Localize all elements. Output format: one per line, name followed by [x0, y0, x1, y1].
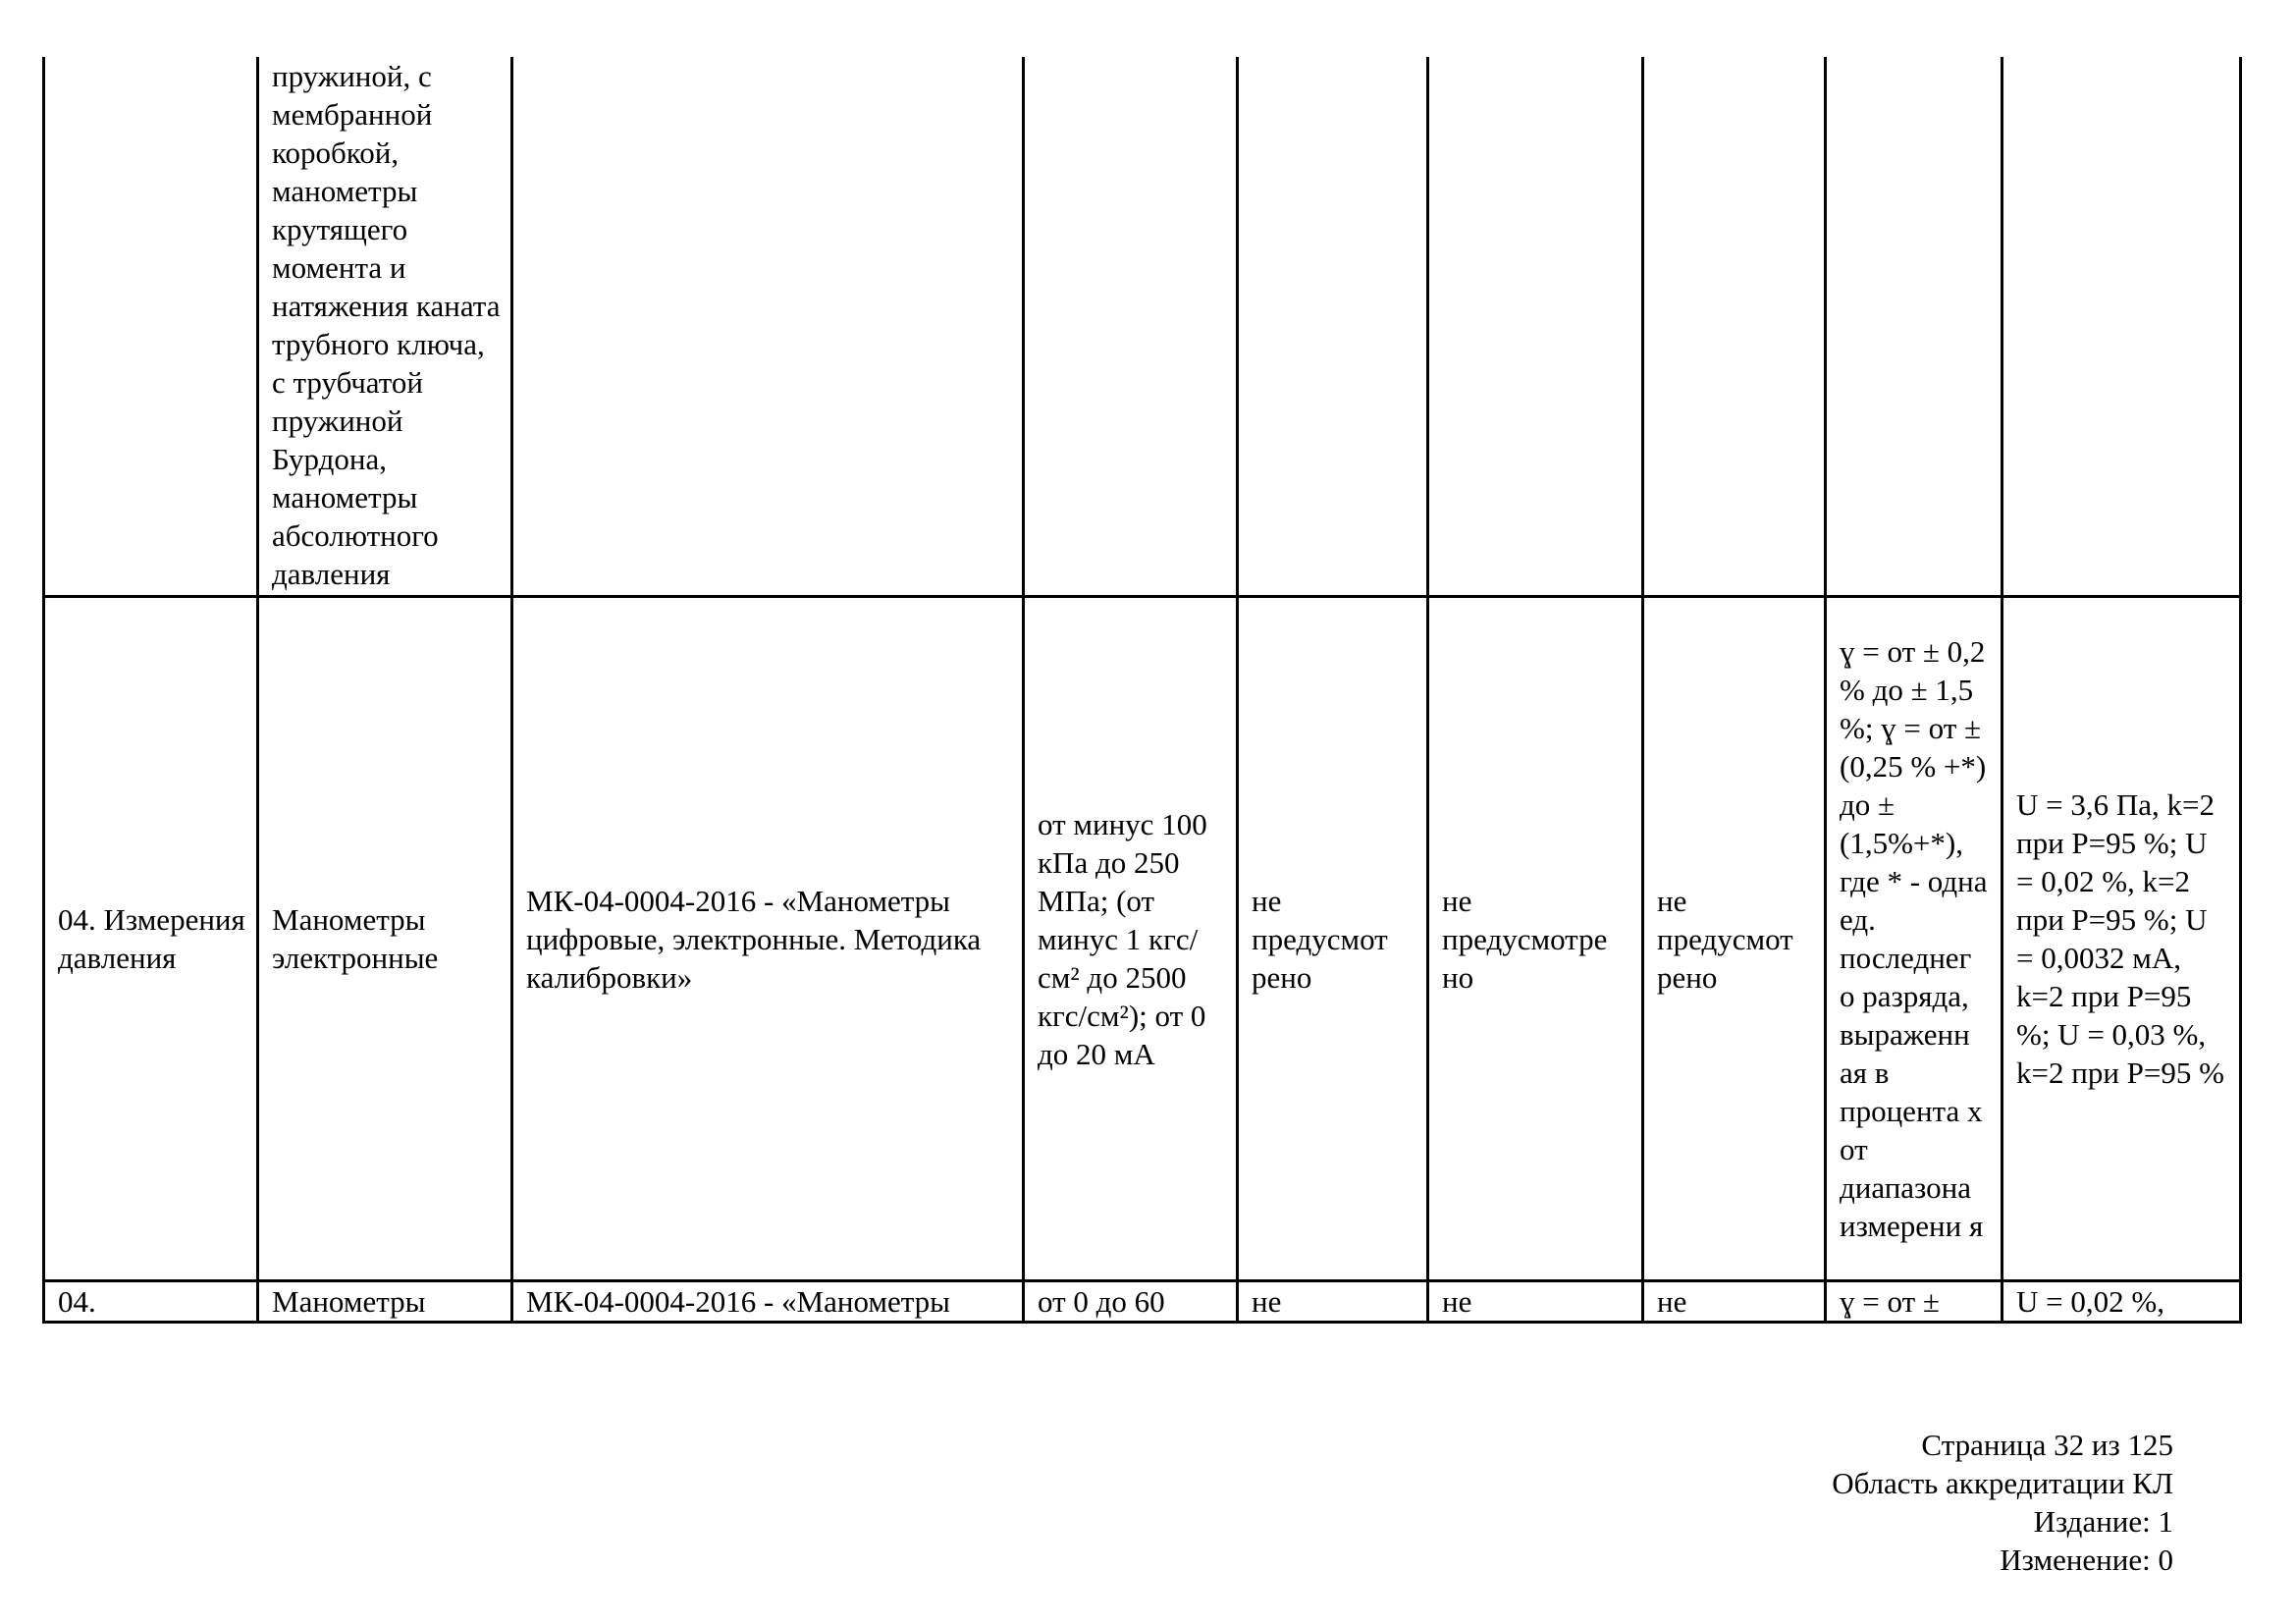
page-number: Страница 32 из 125	[1921, 1428, 2173, 1462]
cell-col7: не	[1643, 1281, 1826, 1323]
cell-method: МК-04-0004-2016 - «Манометры цифровые, электронные. Методика калибровки»	[512, 597, 1024, 1281]
table-row-continued	[44, 57, 2241, 597]
table-row	[44, 597, 2241, 1281]
cell-col5-continued	[1238, 57, 1428, 597]
instrument-continued-text: пружиной, с мембранной коробкой, манометры крутящего момента и натяжения каната трубного ключа, с трубчатой пружиной Бурдона, манометры абсолютного давления	[272, 59, 501, 591]
table-row	[44, 1281, 2241, 1323]
page-footer	[1832, 1426, 2173, 1579]
cell-uncertainty: U = 0,02 %,	[2002, 1281, 2241, 1323]
cell-range: от 0 до 60	[1024, 1281, 1238, 1323]
cell-accuracy-continued	[1826, 57, 2002, 597]
cell-accuracy: ɣ = от ±	[1826, 1281, 2002, 1323]
edition-label: Издание: 1	[2033, 1504, 2173, 1539]
revision-label: Изменение: 0	[2000, 1543, 2173, 1577]
cell-area: 04.	[44, 1281, 258, 1323]
cell-uncertainty: U = 3,6 Па, k=2 при Р=95 %; U = 0,02 %, k=2 при Р=95 %; U = 0,0032 мА, k=2 при Р=95 %; U = 0,03 %, k=2 при Р=95 %	[2002, 597, 2241, 1281]
cell-instrument: Манометры	[258, 1281, 512, 1323]
cell-col7: не предусмот рено	[1643, 597, 1826, 1281]
cell-col6: не	[1428, 1281, 1643, 1323]
cell-method: МК-04-0004-2016 - «Манометры	[512, 1281, 1024, 1323]
cell-accuracy: ɣ = от ± 0,2 % до ± 1,5 %; ɣ = от ± (0,25 % +*) до ± (1,5%+*), где * - одна ед. последнег о разряда, выраженн ая в процента х от диапазона измерени я	[1826, 597, 2002, 1281]
cell-col5: не предусмот рено	[1238, 597, 1428, 1281]
cell-col6-continued	[1428, 57, 1643, 597]
cell-instrument-continued	[258, 57, 512, 597]
cell-col6: не предусмотре но	[1428, 597, 1643, 1281]
accreditation-table	[42, 57, 2242, 1324]
cell-range-continued	[1024, 57, 1238, 597]
cell-area-continued	[44, 57, 258, 597]
cell-col7-continued	[1643, 57, 1826, 597]
cell-method-continued	[512, 57, 1024, 597]
accreditation-scope: Область аккредитации КЛ	[1832, 1466, 2173, 1500]
cell-range: от минус 100 кПа до 250 МПа; (от минус 1 кгс/см² до 2500 кгс/см²); от 0 до 20 мА	[1024, 597, 1238, 1281]
cell-instrument: Манометры электронные	[258, 597, 512, 1281]
cell-col5: не	[1238, 1281, 1428, 1323]
cell-uncertainty-continued	[2002, 57, 2241, 597]
cell-area: 04. Измерения давления	[44, 597, 258, 1281]
